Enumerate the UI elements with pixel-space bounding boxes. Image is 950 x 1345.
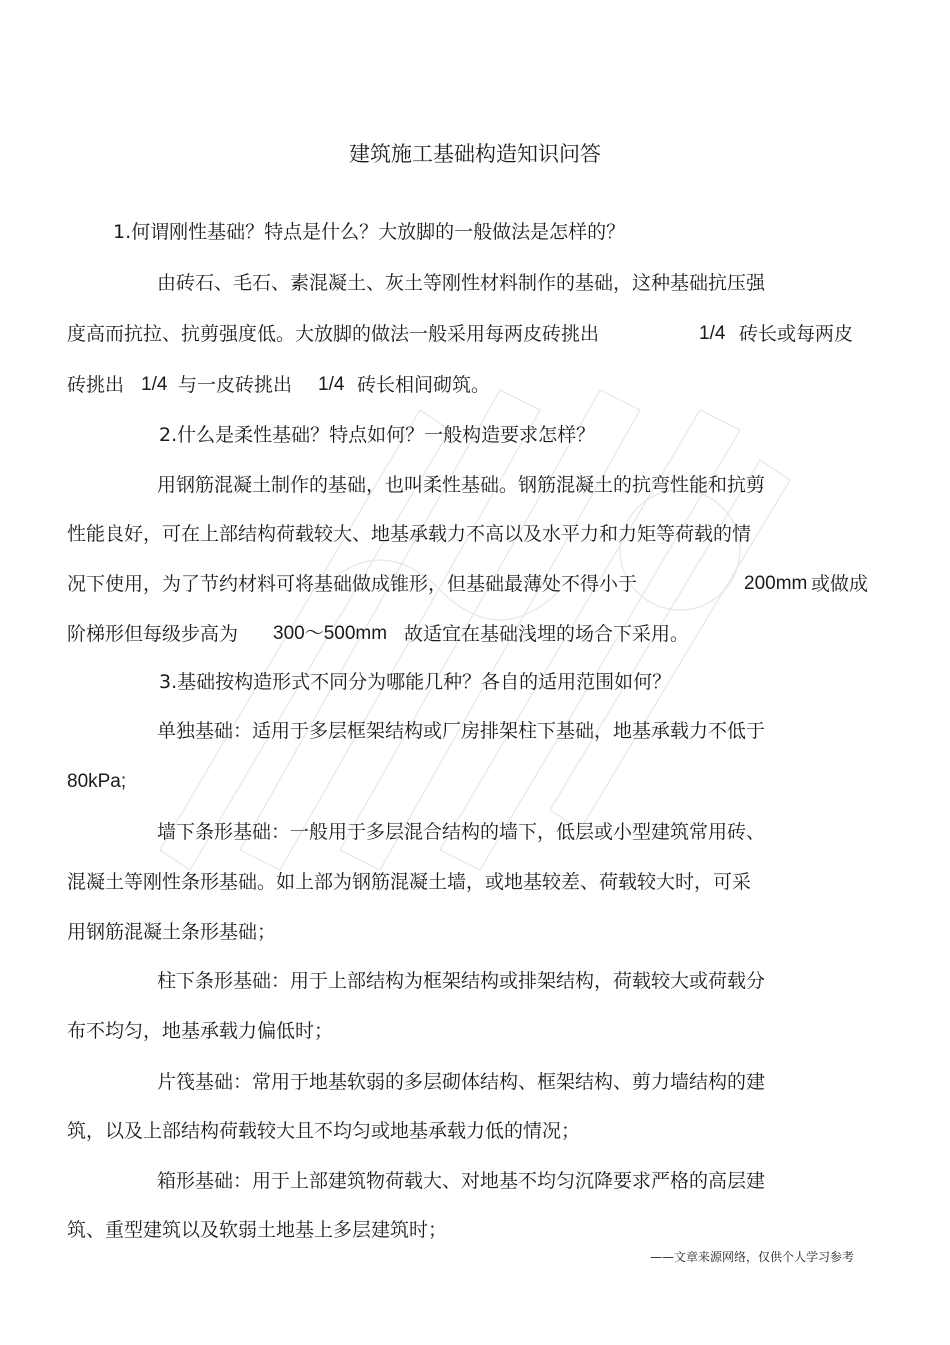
paragraph-line: 与一皮砖挑出 xyxy=(178,374,293,396)
paragraph-line: 箱形基础：用于上部建筑物荷载大、对地基不均匀沉降要求严格的高层建 xyxy=(157,1170,766,1192)
paragraph-line: 柱下条形基础：用于上部结构为框架结构或排架结构，荷载较大或荷载分 xyxy=(157,970,766,992)
paragraph-number: 1/4 xyxy=(699,323,726,344)
paragraph-number: 1/4 xyxy=(141,374,168,395)
paragraph-line: 由砖石、毛石、素混凝土、灰土等刚性材料制作的基础，这种基础抗压强 xyxy=(157,272,766,294)
question-1: 1.何谓刚性基础？特点是什么？大放脚的一般做法是怎样的？ xyxy=(113,221,626,243)
paragraph-line: 用钢筋混凝土条形基础； xyxy=(67,921,277,943)
paragraph-line: 筑，以及上部结构荷载较大且不均匀或地基承载力低的情况； xyxy=(67,1120,581,1142)
paragraph-line: 砖挑出 xyxy=(67,374,125,396)
paragraph-line: 砖长或每两皮 xyxy=(739,323,854,345)
paragraph-line: 布不均匀，地基承载力偏低时； xyxy=(67,1020,334,1042)
paragraph-line: 阶梯形但每级步高为 xyxy=(67,623,239,645)
paragraph-line: 用钢筋混凝土制作的基础，也叫柔性基础。钢筋混凝土的抗弯性能和抗剪 xyxy=(157,474,766,496)
paragraph-line: 片筏基础：常用于地基软弱的多层砌体结构、框架结构、剪力墙结构的建 xyxy=(157,1071,766,1093)
paragraph-line: 砖长相间砌筑。 xyxy=(357,374,491,396)
question-3: 3.基础按构造形式不同分为哪能几种？各自的适用范围如何？ xyxy=(159,671,672,693)
paragraph-line: 墙下条形基础：一般用于多层混合结构的墙下，低层或小型建筑常用砖、 xyxy=(157,821,766,843)
question-2: 2.什么是柔性基础？特点如何？一般构造要求怎样？ xyxy=(159,424,596,446)
watermark-stamp xyxy=(120,330,840,890)
paragraph-number: 200mm xyxy=(744,573,808,594)
paragraph-line: 性能良好，可在上部结构荷载较大、地基承载力不高以及水平力和力矩等荷载的情 xyxy=(67,523,752,545)
footer-note: ——文章来源网络，仅供个人学习参考 xyxy=(650,1250,855,1264)
paragraph-line: 度高而抗拉、抗剪强度低。大放脚的做法一般采用每两皮砖挑出 xyxy=(67,323,600,345)
paragraph-line: 混凝土等刚性条形基础。如上部为钢筋混凝土墙，或地基较差、荷载较大时，可采 xyxy=(67,871,752,893)
paragraph-number: 80kPa; xyxy=(67,771,127,792)
paragraph-number: 1/4 xyxy=(318,374,345,395)
paragraph-line: 筑、重型建筑以及软弱土地基上多层建筑时； xyxy=(67,1219,448,1241)
document-title: 建筑施工基础构造知识问答 xyxy=(349,142,601,166)
paragraph-line: 况下使用，为了节约材料可将基础做成锥形，但基础最薄处不得小于 xyxy=(67,573,638,595)
paragraph-line: 或做成 xyxy=(811,573,869,595)
paragraph-number: 300～500mm xyxy=(273,623,388,644)
paragraph-line: 单独基础：适用于多层框架结构或厂房排架柱下基础，地基承载力不低于 xyxy=(157,720,766,742)
paragraph-line: 故适宜在基础浅埋的场合下采用。 xyxy=(404,623,690,645)
